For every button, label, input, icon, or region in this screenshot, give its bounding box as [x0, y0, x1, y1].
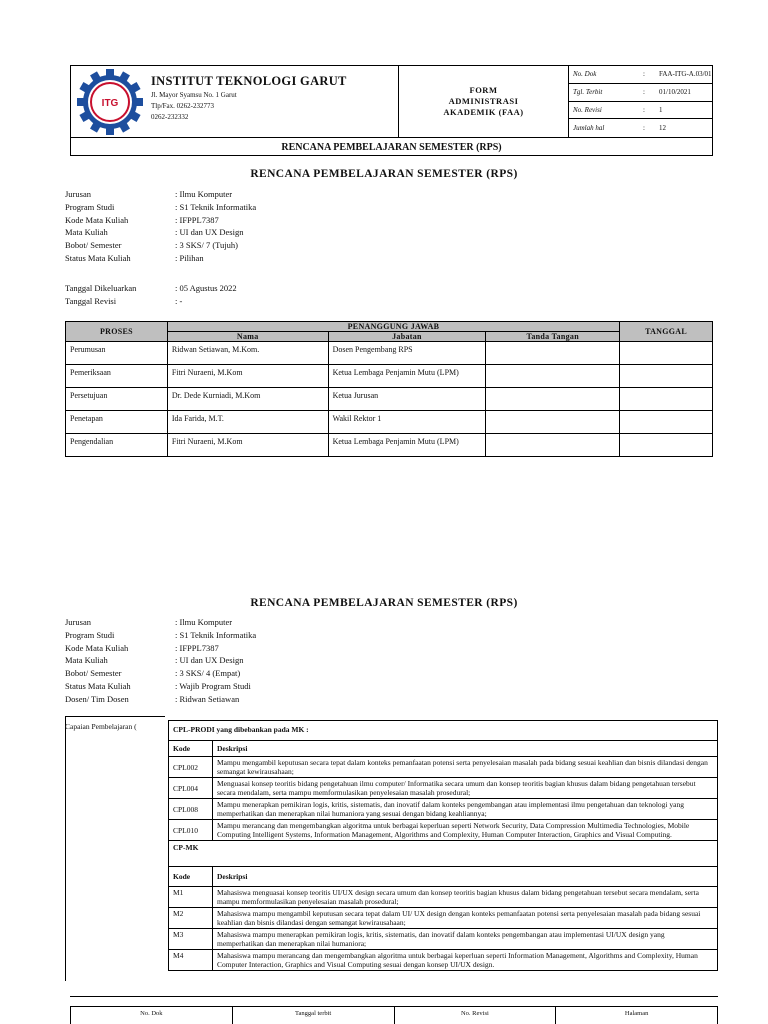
cell-date — [620, 342, 713, 365]
cell-proses: Pengendalian — [66, 434, 168, 457]
table-row — [66, 388, 713, 411]
info-row: Status Mata Kuliah : Pilihan — [65, 252, 204, 263]
institute-phone-2: 0262-232332 — [151, 113, 189, 121]
info-row: Kode Mata Kuliah : IFPPL7387 — [65, 214, 219, 225]
info-row: Mata Kuliah : UI dan UX Design — [65, 655, 244, 666]
footer-no-dok: No. Dok — [71, 1007, 233, 1024]
institute-logo — [71, 66, 149, 137]
capaian-label: Capaian Pembelajaran ( — [65, 722, 137, 731]
footer-divider — [70, 996, 718, 997]
cpl-heading: CPL-PRODI yang dibebankan pada MK : — [169, 721, 718, 741]
table-row — [169, 929, 718, 950]
footer-halaman: Halaman — [624, 1010, 649, 1017]
cpl-desc-header: Deskripsi — [213, 741, 718, 757]
cell-signature — [486, 342, 620, 365]
table-row — [169, 757, 718, 778]
cpl-table — [168, 720, 718, 971]
info-row: Jurusan : Ilmu Komputer — [65, 189, 233, 199]
table-row — [169, 799, 718, 820]
header-penanggung-jawab: PENANGGUNG JAWAB — [167, 322, 619, 332]
table-row — [169, 820, 718, 841]
table-row — [66, 342, 713, 365]
info-row: Status Mata Kuliah : Wajib Program Studi — [65, 680, 251, 691]
cpmk-kode: M2 — [169, 908, 213, 929]
cell-date — [620, 388, 713, 411]
info-row: Mata Kuliah : UI dan UX Design — [65, 227, 244, 238]
table-row — [169, 778, 718, 799]
meta-row: No. Dok : FAA-ITG-A.03/01 — [569, 66, 713, 84]
footer-no-revisi: No. Revisi — [395, 1007, 557, 1024]
cell-jabatan: Ketua Lembaga Penjamin Mutu (LPM) — [328, 434, 486, 457]
header-tanda-tangan: Tanda Tangan — [486, 332, 620, 342]
info-row: Program Studi : S1 Teknik Informatika — [65, 629, 257, 640]
header-tanggal: TANGGAL — [620, 322, 713, 342]
cell-signature — [486, 388, 620, 411]
cell-nama: Dr. Dede Kurniadi, M.Kom — [167, 388, 328, 411]
svg-text:ITG: ITG — [101, 98, 119, 109]
cell-signature — [486, 411, 620, 434]
header-doc-title: RENCANA PEMBELAJARAN SEMESTER (RPS) — [71, 137, 712, 156]
cpl-desc: Mampu merancang dan mengembangkan algoritma untuk berbagai keperluan seperti Network Security, Data Compression Multimedia Technologies, Mobile Computing Intelligent Systems, Information Management, Algorithms and Complexity, Human Computer Interaction, Graphics and Visual Computing. — [213, 820, 718, 841]
document-header — [70, 65, 713, 156]
info-row: Dosen/ Tim Dosen : Ridwan Setiawan — [65, 693, 240, 704]
process-table — [65, 321, 713, 457]
meta-row: No. Revisi : 1 — [569, 102, 713, 120]
section2-title: RENCANA PEMBELAJARAN SEMESTER (RPS) — [250, 597, 518, 609]
cpmk-desc: Mahasiswa mampu mengambil keputusan secara tepat dalam UI/ UX design dengan konteks pemanfaatan potensi serta penyelesaian masalah pada bidang sesuai keahlian dan bisnis dilandasi dengan semangat kewirausahaan; — [213, 908, 718, 929]
cell-jabatan: Dosen Pengembang RPS — [328, 342, 486, 365]
table-row — [169, 887, 718, 908]
section1-title: RENCANA PEMBELAJARAN SEMESTER (RPS) — [250, 168, 518, 180]
cell-nama: Ridwan Setiawan, M.Kom. — [167, 342, 328, 365]
cpmk-kode: M3 — [169, 929, 213, 950]
cell-jabatan: Ketua Jurusan — [328, 388, 486, 411]
section1-dates — [65, 282, 237, 308]
cpl-desc: Mampu menerapkan pemikiran logis, kritis, sistematis, dan inovatif dalam konteks pengembangan atau implementasi ilmu pengetahuan dan teknologi yang memperhatikan dan menerapkan nilai humaniora yang sesuai dengan bidang keahliannya; — [213, 799, 718, 820]
cell-date — [620, 365, 713, 388]
table-row — [66, 411, 713, 434]
institute-info — [151, 74, 396, 122]
cell-nama: Fitri Nuraeni, M.Kom — [167, 365, 328, 388]
cpl-outer-left-border — [65, 716, 66, 981]
header-jabatan: Jabatan — [328, 332, 486, 342]
form-title — [398, 66, 569, 137]
cpmk-heading: CP-MK — [169, 841, 718, 867]
table-row — [169, 950, 718, 971]
cpmk-kode: M1 — [169, 887, 213, 908]
cell-proses: Persetujuan — [66, 388, 168, 411]
meta-row: Tgl. Terbit : 01/10/2021 — [569, 84, 713, 102]
header-nama: Nama — [167, 332, 328, 342]
table-row — [66, 434, 713, 457]
institute-phone: Tlp/Fax. 0262-232773 — [151, 102, 214, 110]
footer-tanggal-terbit: Tanggal terbit — [233, 1007, 395, 1024]
cell-nama: Fitri Nuraeni, M.Kom — [167, 434, 328, 457]
cell-jabatan: Wakil Rektor 1 — [328, 411, 486, 434]
info-row: Kode Mata Kuliah : IFPPL7387 — [65, 642, 219, 653]
cell-proses: Penetapan — [66, 411, 168, 434]
cpl-kode: CPL002 — [169, 757, 213, 778]
section2-info — [65, 616, 256, 706]
cpl-kode-header: Kode — [169, 741, 213, 757]
cpl-kode: CPL004 — [169, 778, 213, 799]
cell-proses: Pemeriksaan — [66, 365, 168, 388]
cpl-outer-top-border — [65, 716, 165, 717]
cpl-desc: Menguasai konsep teoritis bidang pengetahuan ilmu computer/ Informatika secara umum dan konsep teoritis bagian khusus dalam bidang pengetahuan tersebut secara mendalam, serta mampu memformulasikan penyelesaian masalah prosedural; — [213, 778, 718, 799]
cpl-kode: CPL008 — [169, 799, 213, 820]
cell-date — [620, 411, 713, 434]
cpl-kode: CPL010 — [169, 820, 213, 841]
cell-signature — [486, 434, 620, 457]
info-row: Jurusan : Ilmu Komputer — [65, 617, 233, 627]
form-title-line-3: AKADEMIK (FAA) — [443, 107, 524, 117]
cpmk-kode-header: Kode — [169, 867, 213, 887]
cpmk-desc: Mahasiswa menguasai konsep teoritis UI/UX design secara umum dan konsep teoritis bagian khusus dalam bidang pengetahuan tersebut secara mendalam, serta mampu memformulasikan penyelesaian masalah prosedural; — [213, 887, 718, 908]
page-footer — [70, 1006, 718, 1024]
form-title-line-2: ADMINISTRASI — [448, 96, 519, 106]
cpl-desc: Mampu mengambil keputusan secara tepat dalam konteks pemanfaatan potensi serta penyelesaian masalah pada bidang sesuai keahlian dan bisnis dilandasi dengan semangat kewirausahaan; — [213, 757, 718, 778]
cpmk-desc: Mahasiswa mampu menerapkan pemikiran logis, kritis, sistematis, dan inovatif dalam konteks pengembangan atau implementasi UI/UX design yang memperhatikan dan menerapkan nilai humaniora; — [213, 929, 718, 950]
cpmk-desc: Mahasiswa mampu merancang dan mengembangkan algoritma untuk berbagai keperluan seperti Information Management, Algorithms and Complexity, Human Computer Interaction, Graphics and Visual Computing sesuai dengan konsep UI/UX design. — [213, 950, 718, 971]
table-row — [169, 908, 718, 929]
info-row: Program Studi : S1 Teknik Informatika — [65, 201, 257, 212]
cpmk-kode: M4 — [169, 950, 213, 971]
form-title-line-1: FORM — [469, 85, 498, 95]
info-row: Tanggal Dikeluarkan : 05 Agustus 2022 — [65, 283, 237, 293]
header-proses: PROSES — [66, 322, 168, 342]
gear-logo-icon — [71, 66, 149, 137]
info-row: Tanggal Revisi : - — [65, 295, 183, 306]
cell-date — [620, 434, 713, 457]
institute-name: INSTITUT TEKNOLOGI GARUT — [151, 74, 347, 88]
cell-jabatan: Ketua Lembaga Penjamin Mutu (LPM) — [328, 365, 486, 388]
table-row — [66, 365, 713, 388]
info-row: Bobot/ Semester : 3 SKS/ 4 (Empat) — [65, 668, 241, 679]
cell-nama: Ida Farida, M.T. — [167, 411, 328, 434]
meta-row: Jumlah hal : 12 — [573, 124, 666, 133]
cell-signature — [486, 365, 620, 388]
institute-address: Jl. Mayor Syamsu No. 1 Garut — [151, 91, 237, 99]
section1-info — [65, 188, 256, 265]
document-meta — [569, 66, 713, 137]
cpmk-desc-header: Deskripsi — [213, 867, 718, 887]
info-row: Bobot/ Semester : 3 SKS/ 7 (Tujuh) — [65, 240, 238, 251]
cell-proses: Perumusan — [66, 342, 168, 365]
